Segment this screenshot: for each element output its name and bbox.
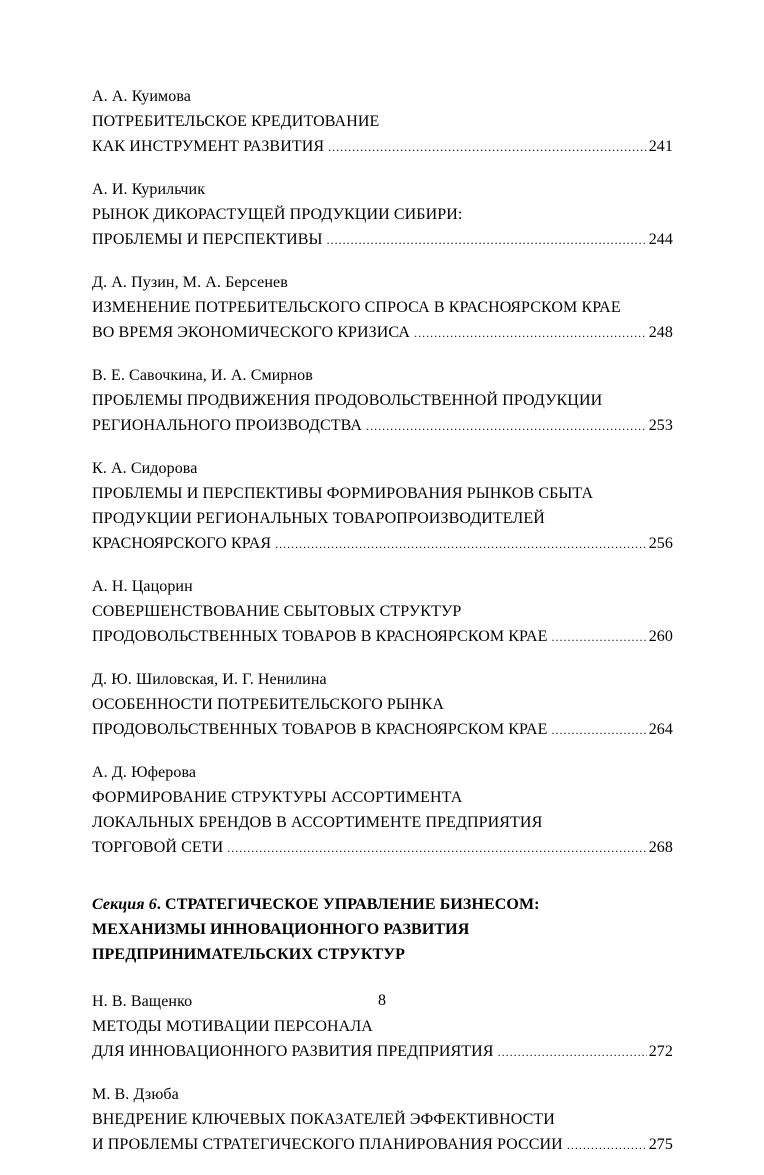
- entry-title-last-line: [92, 320, 673, 345]
- section-title-part: . СТРАТЕГИЧЕСКОЕ УПРАВЛЕНИЕ БИЗНЕСОМ:: [156, 896, 540, 913]
- toc-entry[interactable]: [92, 363, 673, 438]
- toc-entry[interactable]: [92, 270, 673, 345]
- dot-leader: [552, 718, 647, 743]
- entry-page-number: 253: [648, 417, 673, 434]
- entry-title-last-line: [92, 134, 673, 159]
- section-label: Секция 6: [92, 896, 157, 913]
- page-number: 8: [378, 992, 386, 1009]
- entry-page-number: 256: [648, 535, 673, 552]
- entry-title-last-line: [92, 227, 673, 252]
- dot-leader: [328, 135, 647, 160]
- entry-title-line: РЕГИОНАЛЬНОГО ПРОИЗВОДСТВА: [92, 417, 363, 434]
- entry-title-line: РЫНОК ДИКОРАСТУЩЕЙ ПРОДУКЦИИ СИБИРИ:: [92, 206, 463, 223]
- entry-title-line: КАК ИНСТРУМЕНТ РАЗВИТИЯ: [92, 138, 325, 155]
- entry-title-line: ДЛЯ ИННОВАЦИОННОГО РАЗВИТИЯ ПРЕДПРИЯТИЯ: [92, 1043, 494, 1060]
- entry-title-line: ЛОКАЛЬНЫХ БРЕНДОВ В АССОРТИМЕНТЕ ПРЕДПРИЯТИЯ: [92, 814, 543, 831]
- entry-page-number: 241: [648, 138, 673, 155]
- section-heading-line: [92, 892, 673, 917]
- dot-leader: [552, 625, 647, 650]
- entry-page-number: 272: [648, 1043, 673, 1060]
- dot-leader: [366, 414, 647, 439]
- dot-leader: [414, 321, 647, 346]
- dot-leader: [567, 1133, 647, 1158]
- entry-page-number: 275: [648, 1136, 673, 1153]
- toc-entry[interactable]: [92, 667, 673, 742]
- entry-title-line: ТОРГОВОЙ СЕТИ: [92, 839, 224, 856]
- entry-title-last-line: [92, 717, 673, 742]
- entry-author: Н. В. Ващенко: [92, 993, 193, 1010]
- entry-title-last-line: [92, 413, 673, 438]
- toc-entries-group: [92, 989, 673, 1157]
- toc-entry[interactable]: [92, 84, 673, 159]
- entry-title-last-line: [92, 1132, 673, 1157]
- section-heading-line: МЕХАНИЗМЫ ИННОВАЦИОННОГО РАЗВИТИЯ: [92, 921, 470, 938]
- entry-author: Д. Ю. Шиловская, И. Г. Ненилина: [92, 671, 327, 688]
- entry-page-number: 244: [648, 231, 673, 248]
- entry-title-line: ВО ВРЕМЯ ЭКОНОМИЧЕСКОГО КРИЗИСА: [92, 324, 411, 341]
- entry-author: А. Д. Юферова: [92, 764, 197, 781]
- entry-title-line: МЕТОДЫ МОТИВАЦИИ ПЕРСОНАЛА: [92, 1018, 373, 1035]
- entry-author: М. В. Дзюба: [92, 1086, 179, 1103]
- section-heading: [92, 892, 673, 967]
- entry-title-line: ВНЕДРЕНИЕ КЛЮЧЕВЫХ ПОКАЗАТЕЛЕЙ ЭФФЕКТИВНОСТИ: [92, 1111, 555, 1128]
- entry-title-line: ОСОБЕННОСТИ ПОТРЕБИТЕЛЬСКОГО РЫНКА: [92, 696, 445, 713]
- entry-author: А. Н. Цацорин: [92, 578, 193, 595]
- entry-title-last-line: [92, 624, 673, 649]
- entry-title-line: ПРОБЛЕМЫ ПРОДВИЖЕНИЯ ПРОДОВОЛЬСТВЕННОЙ ПРОДУКЦИИ: [92, 392, 603, 409]
- entry-author: А. И. Курильчик: [92, 181, 206, 198]
- entry-author: К. А. Сидорова: [92, 460, 198, 477]
- dot-leader: [227, 836, 646, 861]
- entry-title-line: ПРОБЛЕМЫ И ПЕРСПЕКТИВЫ: [92, 231, 323, 248]
- toc-entry[interactable]: [92, 760, 673, 860]
- entry-title-last-line: [92, 835, 673, 860]
- entry-page-number: 248: [648, 324, 673, 341]
- entry-author: А. А. Куимова: [92, 88, 192, 105]
- entry-title-line: ПОТРЕБИТЕЛЬСКОЕ КРЕДИТОВАНИЕ: [92, 113, 380, 130]
- entry-title-line: СОВЕРШЕНСТВОВАНИЕ СБЫТОВЫХ СТРУКТУР: [92, 603, 462, 620]
- toc-entry[interactable]: [92, 574, 673, 649]
- entry-title-line: ФОРМИРОВАНИЕ СТРУКТУРЫ АССОРТИМЕНТА: [92, 789, 463, 806]
- entry-title-line: ПРОБЛЕМЫ И ПЕРСПЕКТИВЫ ФОРМИРОВАНИЯ РЫНКОВ СБЫТА: [92, 485, 594, 502]
- entry-author: В. Е. Савочкина, И. А. Смирнов: [92, 367, 313, 384]
- entry-title-line: ПРОДУКЦИИ РЕГИОНАЛЬНЫХ ТОВАРОПРОИЗВОДИТЕЛЕЙ: [92, 510, 545, 527]
- toc-entry[interactable]: [92, 177, 673, 252]
- toc-entry[interactable]: [92, 1082, 673, 1157]
- dot-leader: [498, 1040, 647, 1065]
- toc-entries-group: [92, 84, 673, 860]
- entry-page-number: 260: [648, 628, 673, 645]
- entry-title-line: КРАСНОЯРСКОГО КРАЯ: [92, 535, 272, 552]
- toc-entry[interactable]: [92, 456, 673, 556]
- entry-page-number: 264: [648, 721, 673, 738]
- entry-title-line: ПРОДОВОЛЬСТВЕННЫХ ТОВАРОВ В КРАСНОЯРСКОМ КРАЕ: [92, 628, 548, 645]
- entry-title-line: ИЗМЕНЕНИЕ ПОТРЕБИТЕЛЬСКОГО СПРОСА В КРАСНОЯРСКОМ КРАЕ: [92, 299, 621, 316]
- dot-leader: [275, 532, 647, 557]
- entry-author: Д. А. Пузин, М. А. Берсенев: [92, 274, 288, 291]
- entry-page-number: 268: [648, 839, 673, 856]
- entry-title-last-line: [92, 531, 673, 556]
- entry-title-last-line: [92, 1039, 673, 1064]
- entry-title-line: ПРОДОВОЛЬСТВЕННЫХ ТОВАРОВ В КРАСНОЯРСКОМ КРАЕ: [92, 721, 548, 738]
- entry-title-line: И ПРОБЛЕМЫ СТРАТЕГИЧЕСКОГО ПЛАНИРОВАНИЯ РОССИИ: [92, 1136, 563, 1153]
- section-heading-line: ПРЕДПРИНИМАТЕЛЬСКИХ СТРУКТУР: [92, 946, 406, 963]
- dot-leader: [327, 228, 647, 253]
